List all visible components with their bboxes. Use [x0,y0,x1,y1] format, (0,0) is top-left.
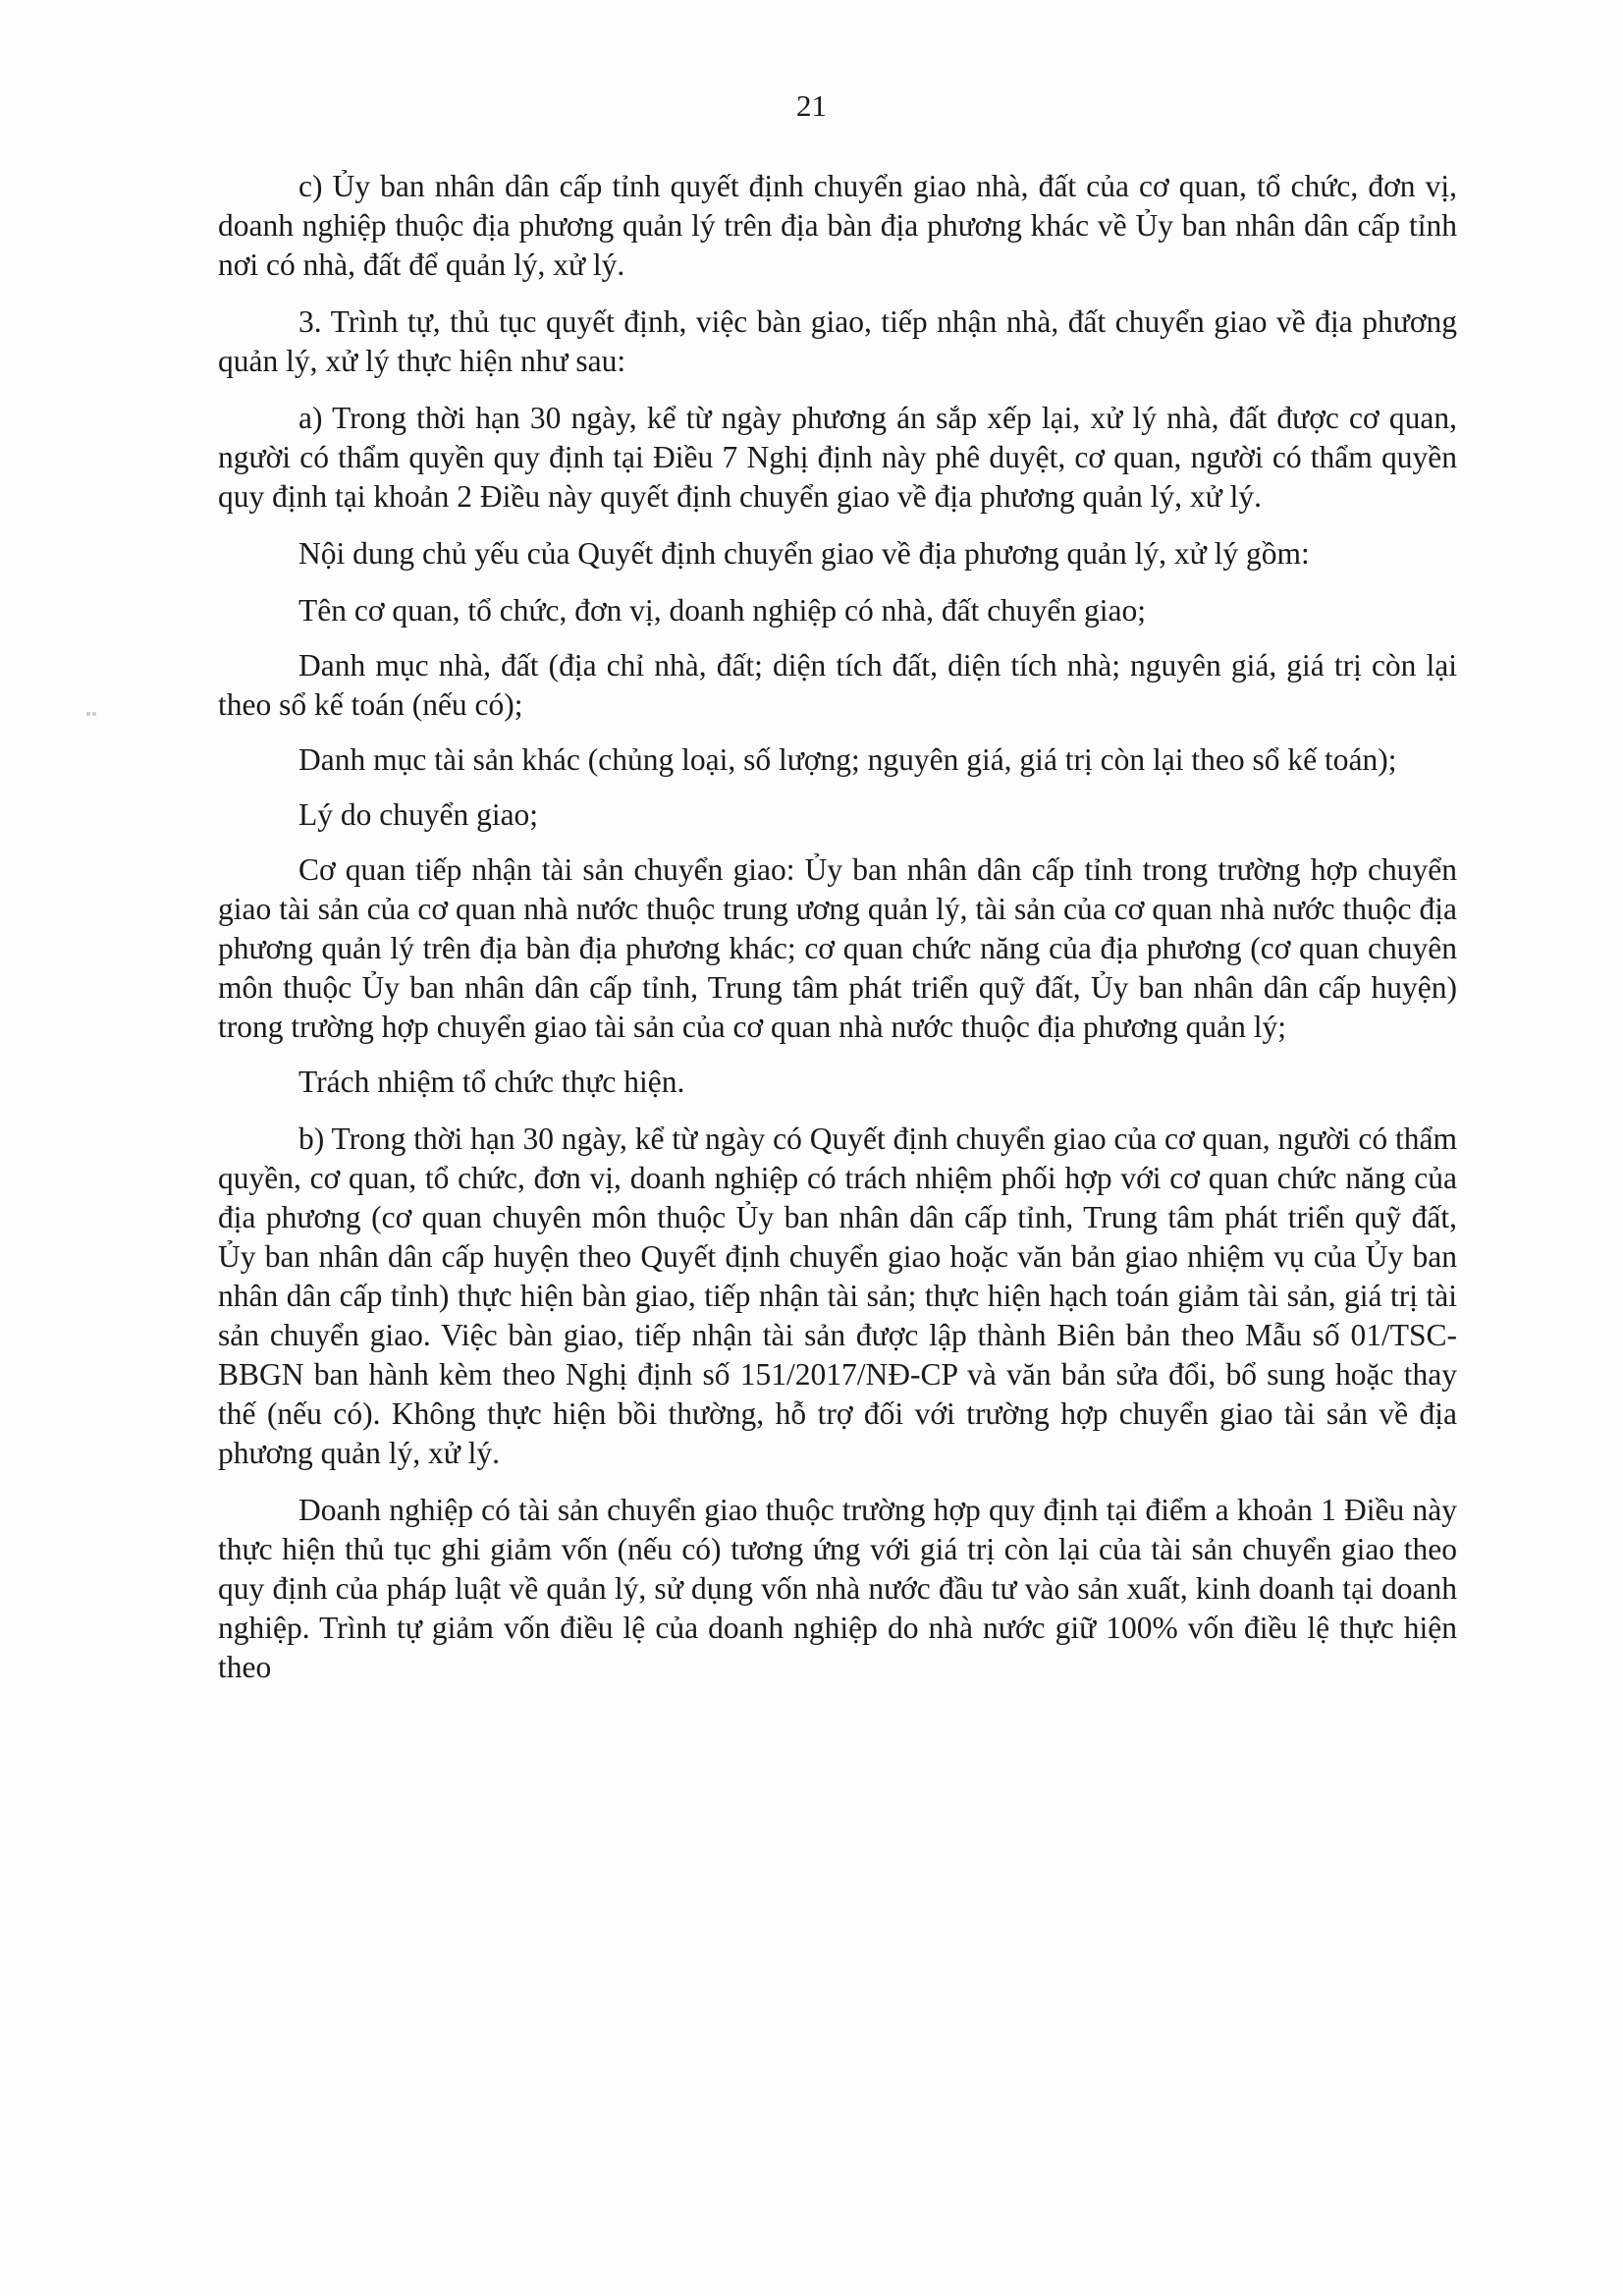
paragraph-3-procedure: 3. Trình tự, thủ tục quyết định, việc bàn giao, tiếp nhận nhà, đất chuyển giao về địa phương quản lý, xử lý thực hiện như sau: [218,304,1457,378]
list-item-responsibility: Trách nhiệm tổ chức thực hiện. [298,1065,685,1099]
paragraph-a-thirty-days: a) Trong thời hạn 30 ngày, kể từ ngày phương án sắp xếp lại, xử lý nhà, đất được cơ quan, người có thẩm quyền quy định tại Điều 7 Nghị định này phê duyệt, cơ quan, người có thẩm quyền quy định tại khoản 2 Điều này quyết định chuyển giao về địa phương quản lý, xử lý. [218,401,1457,514]
paragraph-c-provincial-decision: c) Ủy ban nhân dân cấp tỉnh quyết định chuyển giao nhà, đất của cơ quan, tổ chức, đơn vị, doanh nghiệp thuộc địa phương quản lý trên địa bàn địa phương khác về Ủy ban nhân dân cấp tỉnh nơi có nhà, đất để quản lý, xử lý. [218,169,1457,282]
list-item-entity-name: Tên cơ quan, tổ chức, đơn vị, doanh nghiệp có nhà, đất chuyển giao; [298,593,1147,628]
list-item-receiving-agency: Cơ quan tiếp nhận tài sản chuyển giao: Ủy ban nhân dân cấp tỉnh trong trường hợp chuyển giao tài sản của cơ quan nhà nước thuộc trung ương quản lý, tài sản của cơ quan nhà nước thuộc địa phương quản lý trên địa bàn địa phương khác; cơ quan chức năng của địa phương (cơ quan chuyên môn thuộc Ủy ban nhân dân cấp tỉnh, Trung tâm phát triển quỹ đất, Ủy ban nhân dân cấp huyện) trong trường hợp chuyển giao tài sản của cơ quan nhà nước thuộc địa phương quản lý; [218,852,1457,1044]
scan-artifact-icon [86,703,102,709]
list-item-other-assets: Danh mục tài sản khác (chủng loại, số lượng; nguyên giá, giá trị còn lại theo sổ kế toán); [298,742,1397,777]
page-number: 21 [796,88,827,123]
list-item-property-list: Danh mục nhà, đất (địa chỉ nhà, đất; diện tích đất, diện tích nhà; nguyên giá, giá trị còn lại theo sổ kế toán (nếu có); [218,648,1457,722]
document-body [218,167,1457,1705]
paragraph-enterprise-capital: Doanh nghiệp có tài sản chuyển giao thuộc trường hợp quy định tại điểm a khoản 1 Điều này thực hiện thủ tục ghi giảm vốn (nếu có) tương ứng với giá trị còn lại của tài sản chuyển giao theo quy định của pháp luật về quản lý, sử dụng vốn nhà nước đầu tư vào sản xuất, kinh doanh tại doanh nghiệp. Trình tự giảm vốn điều lệ của doanh nghiệp do nhà nước giữ 100% vốn điều lệ thực hiện theo [218,1493,1457,1684]
paragraph-b-handover: b) Trong thời hạn 30 ngày, kể từ ngày có Quyết định chuyển giao của cơ quan, người có thẩm quyền, cơ quan, tổ chức, đơn vị, doanh nghiệp có trách nhiệm phối hợp với cơ quan chức năng của địa phương (cơ quan chuyên môn thuộc Ủy ban nhân dân cấp tỉnh, Trung tâm phát triển quỹ đất, Ủy ban nhân dân cấp huyện theo Quyết định chuyển giao hoặc văn bản giao nhiệm vụ của Ủy ban nhân dân cấp tỉnh) thực hiện bàn giao, tiếp nhận tài sản; thực hiện hạch toán giảm tài sản, giá trị tài sản chuyển giao. Việc bàn giao, tiếp nhận tài sản được lập thành Biên bản theo Mẫu số 01/TSC-BBGN ban hành kèm theo Nghị định số 151/2017/NĐ-CP và văn bản sửa đổi, bổ sung hoặc thay thế (nếu có). Không thực hiện bồi thường, hỗ trợ đối với trường hợp chuyển giao tài sản về địa phương quản lý, xử lý. [218,1121,1457,1470]
list-item-reason: Lý do chuyển giao; [298,797,539,832]
paragraph-decision-contents: Nội dung chủ yếu của Quyết định chuyển giao về địa phương quản lý, xử lý gồm: [298,536,1310,571]
